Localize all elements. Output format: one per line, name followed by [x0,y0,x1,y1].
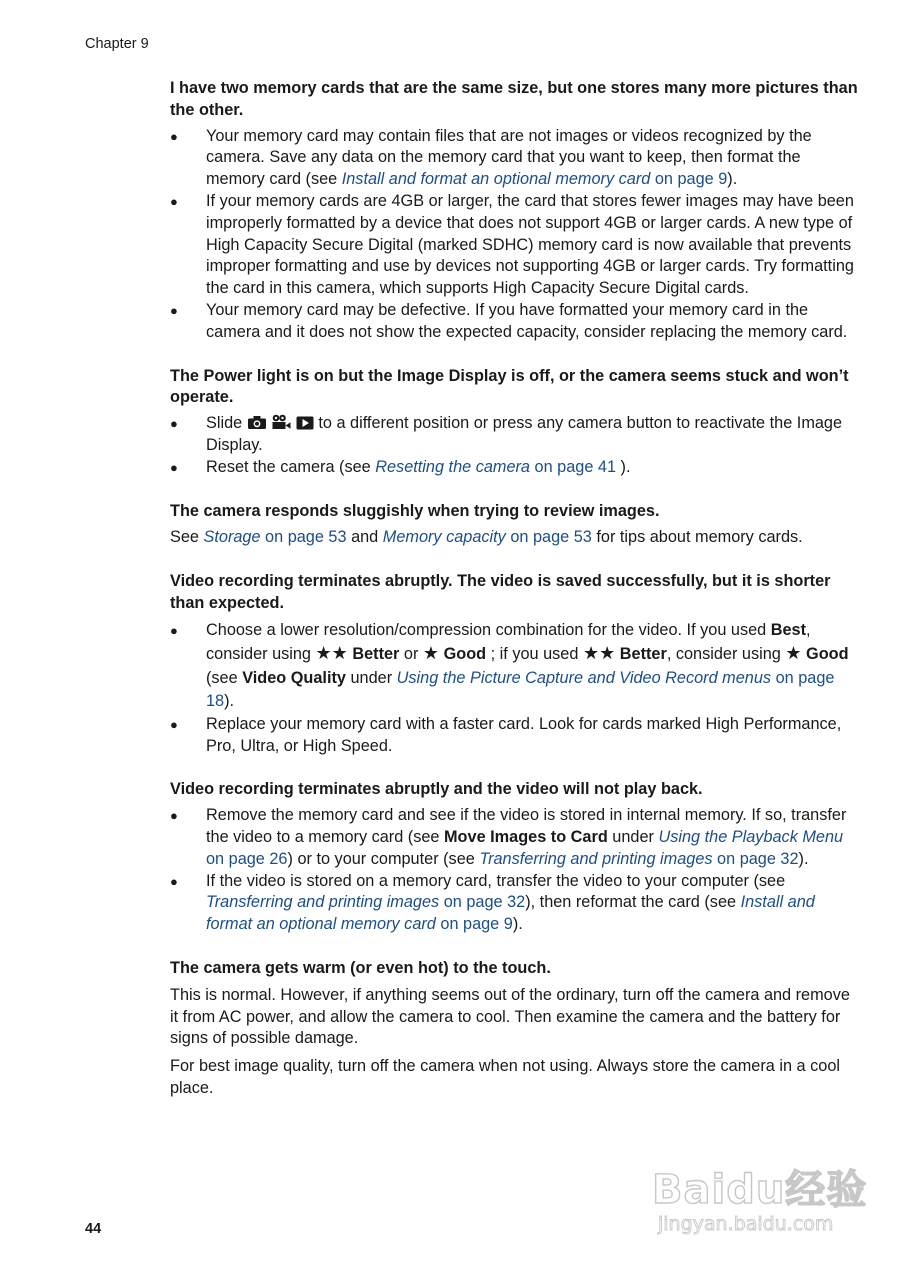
question-heading: The camera gets warm (or even hot) to the touch. [170,958,551,977]
text: Choose a lower resolution/compression combination for the video. If you used [206,620,771,639]
text: to a different position or press any camera button to reactivate the Image Display. [206,414,843,454]
text: Your memory card may contain files that are not images or videos recognized by the camera. Save any data on the memory card that you want to keep, then format the memory card (see [206,126,812,189]
link-text: Install and format an optional memory card [341,170,651,189]
text: See [170,528,204,547]
link-text: Using the Playback Menu [658,827,844,846]
question-heading: Video recording terminates abruptly and the video will not play back. [170,780,703,799]
text: or [399,645,423,664]
text: Reset the camera (see [206,457,376,476]
section-camera-warm [170,958,860,1100]
text: under [345,668,397,687]
link-page: on page 18 [206,668,835,711]
answer-paragraph: For best image quality, turn off the camera when not using. Always store the camera in a cool place. [170,1057,840,1097]
text: and [346,528,383,547]
watermark-logo: Baidu经验 [652,1167,868,1213]
list-item [170,619,860,714]
chapter-label: Chapter 9 [85,36,149,52]
section-video-terminates-short [170,571,860,757]
video-quality-label: Video Quality [242,668,346,687]
link-page: on page 32 [439,893,526,912]
text: (see [206,668,243,687]
link-text: Install and format an optional memory card [206,893,815,934]
list-item: ● If your memory cards are 4GB or larger, the card that stores fewer images may have been improperly formatted by a device that does not support 4GB or larger cards. A new type of High Capacity Secure Digital (marked SDHC) memory card is now available that prevents improper formatting and use by devices not supporting 4GB or larger cards. Try formatting the card in this camera, which supports High Capacity Secure Digital cards. [170,191,860,300]
camera-icon [247,415,267,430]
one-star-icon: ★ [785,643,802,664]
question-heading: The camera responds sluggishly when trying to review images. [170,501,660,520]
link-text: Using the Picture Capture and Video Record menus [396,668,772,687]
quality-better: Better [352,645,400,664]
link-install-format-card[interactable] [342,170,728,188]
bullet-list [170,805,860,936]
link-page: on page 41 [530,457,617,476]
list-item [170,126,860,191]
quality-good: Good [806,645,849,664]
section-sluggish-review [170,501,860,550]
section-memory-card-capacity [170,78,860,344]
text: ). [512,915,523,934]
bullet-list [170,126,860,344]
link-transferring-printing[interactable] [206,893,525,911]
list-item: ● Your memory card may be defective. If you have formatted your memory card in the camera and it does not show the expected capacity, consider replacing the memory card. [170,300,860,344]
link-text: Resetting the camera [375,457,530,476]
text: If the video is stored on a memory card, transfer the video to your computer (see [206,871,786,890]
text: ; if you used [486,645,583,664]
text: , consider using [666,645,786,664]
text: ). [727,170,738,189]
text: ). [798,849,809,868]
two-star-icon: ★★ [582,643,616,664]
link-page: on page 53 [505,528,592,547]
watermark-url: jingyan.baidu.com [658,1213,834,1235]
link-page: on page 53 [260,528,347,547]
question-heading: The Power light is on but the Image Display is off, or the camera seems stuck and won’t operate. [170,366,849,407]
question-heading: I have two memory cards that are the same size, but one stores many more pictures than the other. [170,79,858,119]
one-star-icon: ★ [422,643,440,664]
troubleshooting-content [170,78,860,1122]
text: , consider using [206,620,811,664]
text: Slide [206,414,243,433]
move-images-label: Move Images to Card [444,827,608,846]
quality-better: Better [619,645,667,664]
quality-best: Best [770,620,807,639]
text: ). [224,692,235,711]
video-camera-icon [271,414,291,430]
link-resetting-camera[interactable] [375,458,616,476]
quality-good: Good [443,645,487,664]
answer-paragraph: This is normal. However, if anything seems out of the ordinary, turn off the camera and remove it from AC power, and allow the camera to cool. Then examine the camera and the battery for signs of possible damage. [170,985,850,1048]
list-item [170,871,860,936]
text: ). [616,457,631,476]
playback-icon [296,416,314,430]
link-text: Transferring and printing images [206,893,440,912]
text: ), then reformat the card (see [525,893,741,912]
link-page: on page 32 [712,849,799,868]
link-text: Memory capacity [382,528,506,547]
bullet-list [170,413,860,478]
answer-paragraph [170,527,860,549]
page-number: 44 [85,1221,102,1237]
text: Remove the memory card and see if the video is stored in internal memory. If so, transfer the video to a memory card (see [206,806,847,846]
link-text: Transferring and printing images [479,849,713,868]
two-star-icon: ★★ [315,643,348,664]
link-page: on page 9 [650,170,728,189]
question-heading: Video recording terminates abruptly. The video is saved successfully, but it is shorter than expected. [170,572,831,612]
link-text: Storage [203,528,261,547]
section-video-no-playback [170,779,860,936]
link-page: on page 26 [206,849,288,868]
text: for tips about memory cards. [591,528,803,547]
section-power-light [170,366,860,479]
list-item [170,413,860,457]
bullet-list [170,619,860,758]
text: ) or to your computer (see [287,849,480,868]
text: under [607,827,659,846]
link-transferring-printing[interactable] [479,850,798,868]
baidu-watermark [652,1158,874,1268]
link-storage[interactable] [204,528,347,546]
list-item [170,805,860,870]
link-page: on page 9 [435,915,513,934]
link-memory-capacity[interactable] [383,528,592,546]
list-item [170,457,860,479]
list-item: ● Replace your memory card with a faster card. Look for cards marked High Performance, Pro, Ultra, or High Speed. [170,714,860,758]
